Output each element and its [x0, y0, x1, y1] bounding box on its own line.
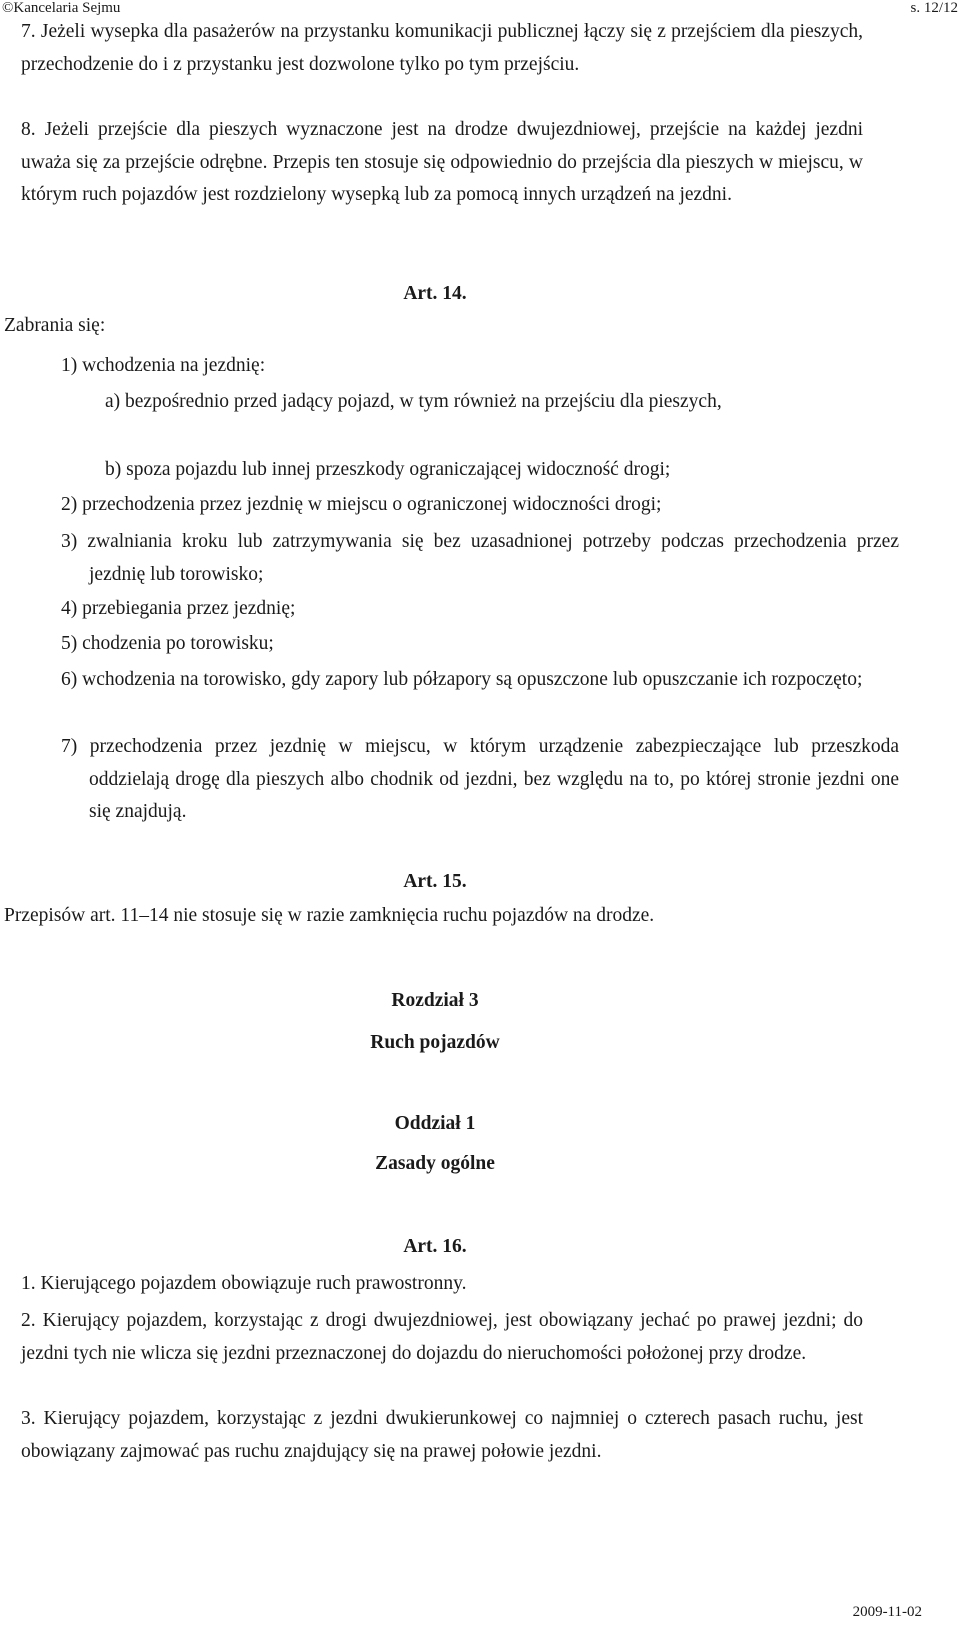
list-item-7: 7) przechodzenia przez jezdnię w miejscu, w którym urządzenie zabezpieczające lub przeszkoda oddzielają drogę dla pieszych albo chodnik od jezdni, bez względu na to, po której stronie jezdni one się znajdują.: [61, 736, 899, 822]
article-14-heading: Art. 14.: [403, 283, 467, 304]
article-14-intro: Zabrania się:: [4, 315, 106, 336]
document-date: 2009-11-02: [852, 1604, 922, 1620]
list-item-2: 2) przechodzenia przez jezdnię w miejscu o ograniczonej widoczności drogi;: [61, 494, 662, 515]
list-item-1a: a) bezpośrednio przed jadący pojazd, w tym również na przejściu dla pieszych,: [105, 391, 722, 412]
list-item-6: 6) wchodzenia na torowisko, gdy zapory lub półzapory są opuszczone lub opuszczanie ich rozpoczęto;: [61, 669, 863, 690]
article-16-paragraph-1: 1. Kierującego pojazdem obowiązuje ruch prawostronny.: [21, 1273, 467, 1294]
article-15-text: Przepisów art. 11–14 nie stosuje się w razie zamknięcia ruchu pojazdów na drodze.: [4, 905, 655, 926]
page-number: s. 12/12: [910, 0, 958, 16]
list-item-4: 4) przebiegania przez jezdnię;: [61, 598, 296, 619]
list-item-3: 3) zwalniania kroku lub zatrzymywania się bez uzasadnionej potrzeby podczas przechodzenia przez jezdnię lub torowisko;: [61, 531, 899, 585]
list-item-1: 1) wchodzenia na jezdnię:: [61, 355, 266, 376]
division-number: Oddział 1: [394, 1113, 476, 1134]
paragraph-8: 8. Jeżeli przejście dla pieszych wyznaczone jest na drodze dwujezdniowej, przejście na każdej jezdni uważa się za przejście odrębne. Przepis ten stosuje się odpowiednio do przejścia dla pieszych w miejscu, w którym ruch pojazdów jest rozdzielony wysepką lub za pomocą innych urządzeń na jezdni.: [21, 119, 863, 205]
list-item-5: 5) chodzenia po torowisku;: [61, 633, 274, 654]
publisher-label: ©Kancelaria Sejmu: [2, 0, 121, 16]
list-item-1b: b) spoza pojazdu lub innej przeszkody ograniczającej widoczność drogi;: [105, 459, 671, 480]
chapter-title: Ruch pojazdów: [370, 1032, 500, 1053]
article-16-heading: Art. 16.: [403, 1236, 467, 1257]
article-16-paragraph-3: 3. Kierujący pojazdem, korzystając z jezdni dwukierunkowej co najmniej o czterech pasach ruchu, jest obowiązany zajmować pas ruchu znajdujący się na prawej połowie jezdni.: [21, 1408, 863, 1462]
chapter-number: Rozdział 3: [391, 990, 479, 1011]
paragraph-7: 7. Jeżeli wysepka dla pasażerów na przystanku komunikacji publicznej łączy się z przejściem dla pieszych, przechodzenie do i z przystanku jest dozwolone tylko po tym przejściu.: [21, 21, 863, 75]
article-15-heading: Art. 15.: [403, 871, 467, 892]
division-title: Zasady ogólne: [375, 1153, 495, 1174]
article-16-paragraph-2: 2. Kierujący pojazdem, korzystając z drogi dwujezdniowej, jest obowiązany jechać po prawej jezdni; do jezdni tych nie wlicza się jezdni przeznaczonej do dojazdu do nieruchomości położonej przy drodze.: [21, 1310, 863, 1364]
